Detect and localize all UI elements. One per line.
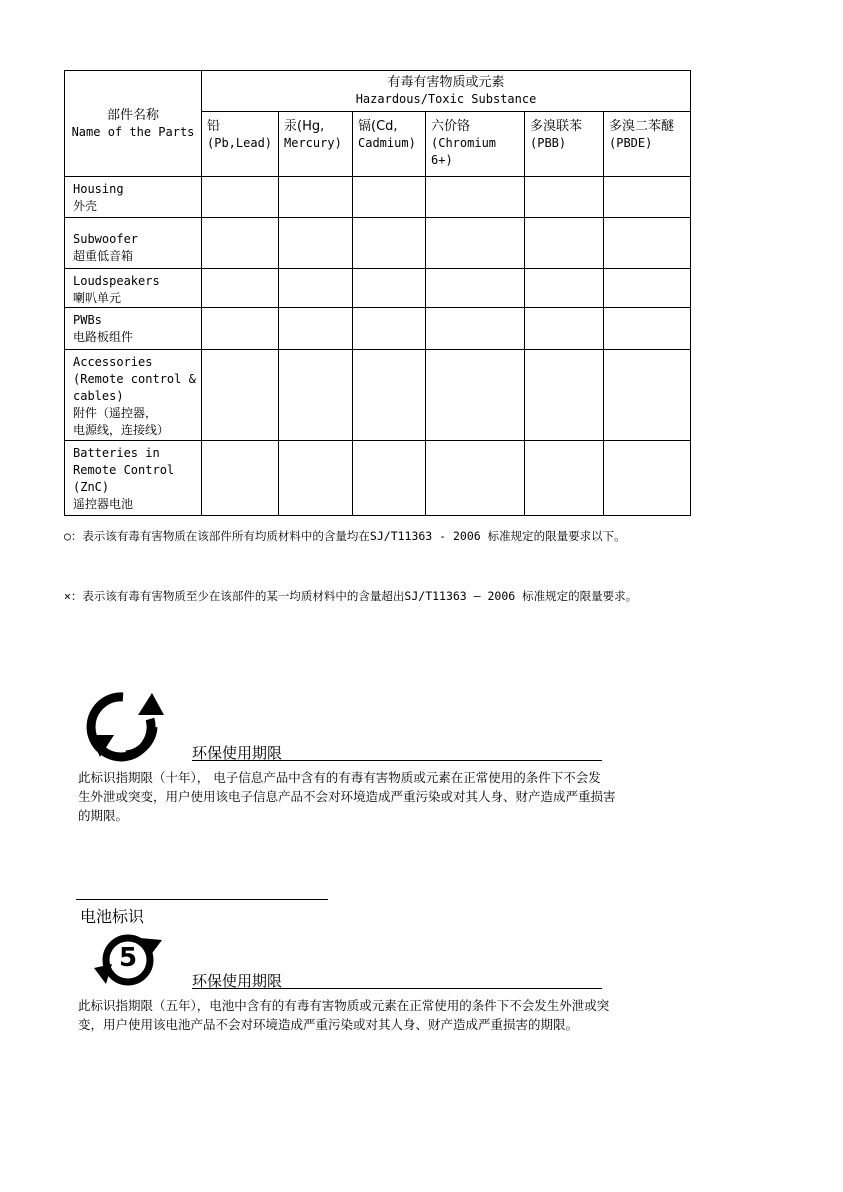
substance-en: Mercury) — [284, 136, 342, 150]
table-cell — [353, 177, 426, 218]
table-cell — [202, 350, 279, 441]
part-line: Subwoofer — [73, 232, 139, 246]
table-cell — [279, 441, 353, 516]
part-line: 电路板组件 — [73, 330, 134, 344]
table-cell — [202, 308, 279, 350]
battery-section-rule — [76, 899, 328, 900]
table-cell — [202, 269, 279, 308]
battery-heading: 电池标识 — [80, 907, 145, 926]
table-cell — [525, 269, 604, 308]
part-line: 电源线，连接线） — [73, 423, 170, 437]
cross-symbol-note: ×：表示该有毒有害物质至少在该部件的某一均质材料中的含量超出SJ/T11363 – 2006 标准规定的限量要求。 — [64, 589, 638, 603]
table-cell — [202, 177, 279, 218]
part-name-cell — [65, 308, 202, 350]
circle-symbol-note: ○：表示该有毒有害物质在该部件所有均质材料中的含量均在SJ/T11363 - 2006 标准规定的限量要求以下。 — [64, 529, 626, 543]
part-line: PWBs — [73, 313, 102, 327]
battery-epup-title: 环保使用期限 — [192, 972, 283, 990]
table-cell — [604, 350, 691, 441]
part-name-cell — [65, 218, 202, 269]
part-line: Accessories — [73, 355, 153, 369]
table-cell — [426, 308, 525, 350]
substance-en: (PBDE) — [609, 136, 653, 150]
substance-header-cn: 有毒有害物质或元素 — [387, 75, 505, 90]
part-line: cables) — [73, 389, 124, 403]
table-cell — [525, 177, 604, 218]
substance-en: (Pb,Lead) — [207, 136, 273, 150]
table-cell — [525, 350, 604, 441]
substance-cn: 多溴联苯 — [530, 119, 583, 134]
part-line: 遥控器电池 — [73, 497, 134, 511]
table-row — [65, 350, 691, 441]
table-cell — [279, 177, 353, 218]
substance-en: Cadmium) — [358, 136, 416, 150]
table-cell — [279, 218, 353, 269]
part-name-cell — [65, 350, 202, 441]
part-line: Loudspeakers — [73, 274, 160, 288]
substance-group-header — [202, 71, 691, 112]
substance-header-pbde — [604, 112, 691, 177]
parts-name-cn: 部件名称 — [106, 107, 159, 123]
battery-epup-number: 5 — [118, 943, 138, 973]
battery-line: 此标识指期限（五年），电池中含有的有毒有害物质或元素在正常使用的条件下不会发生外泄或突 — [78, 998, 610, 1013]
part-line: Housing — [73, 182, 124, 196]
table-cell — [353, 308, 426, 350]
substance-header-en: Hazardous/Toxic Substance — [355, 92, 537, 106]
table-cell — [604, 308, 691, 350]
part-line: Remote Control — [73, 463, 175, 477]
part-name-cell — [65, 441, 202, 516]
battery-description — [78, 996, 693, 1034]
substance-en: (Chromium 6+) — [431, 136, 497, 167]
battery-title-underline — [192, 988, 602, 989]
table-cell — [353, 350, 426, 441]
table-cell — [353, 269, 426, 308]
epup-title: 环保使用期限 — [192, 744, 283, 762]
part-name-cell — [65, 177, 202, 218]
table-cell — [604, 269, 691, 308]
table-row — [65, 308, 691, 350]
table-cell — [426, 350, 525, 441]
table-cell — [279, 350, 353, 441]
part-line: 喇叭单元 — [73, 291, 122, 305]
part-name-cell — [65, 269, 202, 308]
part-line: (ZnC) — [73, 480, 110, 494]
substance-header-mercury — [279, 112, 353, 177]
substance-header-cadmium — [353, 112, 426, 177]
table-cell — [426, 218, 525, 269]
part-line: 附件（遥控器， — [73, 406, 158, 420]
epup-line: 此标识指期限（十年）， 电子信息产品中含有的有毒有害物质或元素在正常使用的条件下不会发 — [78, 770, 601, 785]
epup-line: 生外泄或突变，用户使用该电子信息产品不会对环境造成严重污染或对其人身、财产造成严重损害 — [78, 789, 616, 804]
hazardous-substance-table — [64, 70, 691, 516]
substance-cn: 多溴二苯醚 — [609, 119, 675, 134]
part-line: Batteries in — [73, 446, 160, 460]
substance-header-pbb — [525, 112, 604, 177]
table-cell — [202, 441, 279, 516]
table-row — [65, 441, 691, 516]
parts-name-en: Name of the Parts — [71, 124, 195, 139]
table-cell — [353, 441, 426, 516]
table-cell — [525, 218, 604, 269]
table-cell — [426, 441, 525, 516]
substance-cn: 镉(Cd, — [358, 119, 398, 134]
table-cell — [426, 269, 525, 308]
table-cell — [426, 177, 525, 218]
substance-cn: 六价铬 — [431, 119, 471, 134]
parts-name-header — [65, 71, 202, 177]
table-cell — [279, 308, 353, 350]
table-cell — [525, 441, 604, 516]
substance-header-lead — [202, 112, 279, 177]
table-row — [65, 218, 691, 269]
substance-header-chromium — [426, 112, 525, 177]
part-line: (Remote control & — [73, 372, 196, 386]
table-cell — [279, 269, 353, 308]
epup-description — [78, 768, 693, 825]
table-row — [65, 269, 691, 308]
table-row — [65, 177, 691, 218]
part-line: 外壳 — [73, 199, 98, 213]
substance-en: (PBB) — [530, 136, 567, 150]
table-cell — [202, 218, 279, 269]
table-cell — [604, 218, 691, 269]
substance-cn: 铅 — [207, 119, 221, 134]
epup-title-underline — [192, 760, 602, 761]
epup-line: 的期限。 — [78, 808, 129, 823]
epup-recycle-icon — [78, 685, 168, 765]
part-line: 超重低音箱 — [73, 249, 134, 263]
table-cell — [353, 218, 426, 269]
table-cell — [604, 441, 691, 516]
substance-cn: 汞(Hg, — [284, 119, 325, 134]
battery-line: 变，用户使用该电池产品不会对环境造成严重污染或对其人身、财产造成严重损害的期限。 — [78, 1017, 579, 1032]
table-cell — [604, 177, 691, 218]
table-cell — [525, 308, 604, 350]
